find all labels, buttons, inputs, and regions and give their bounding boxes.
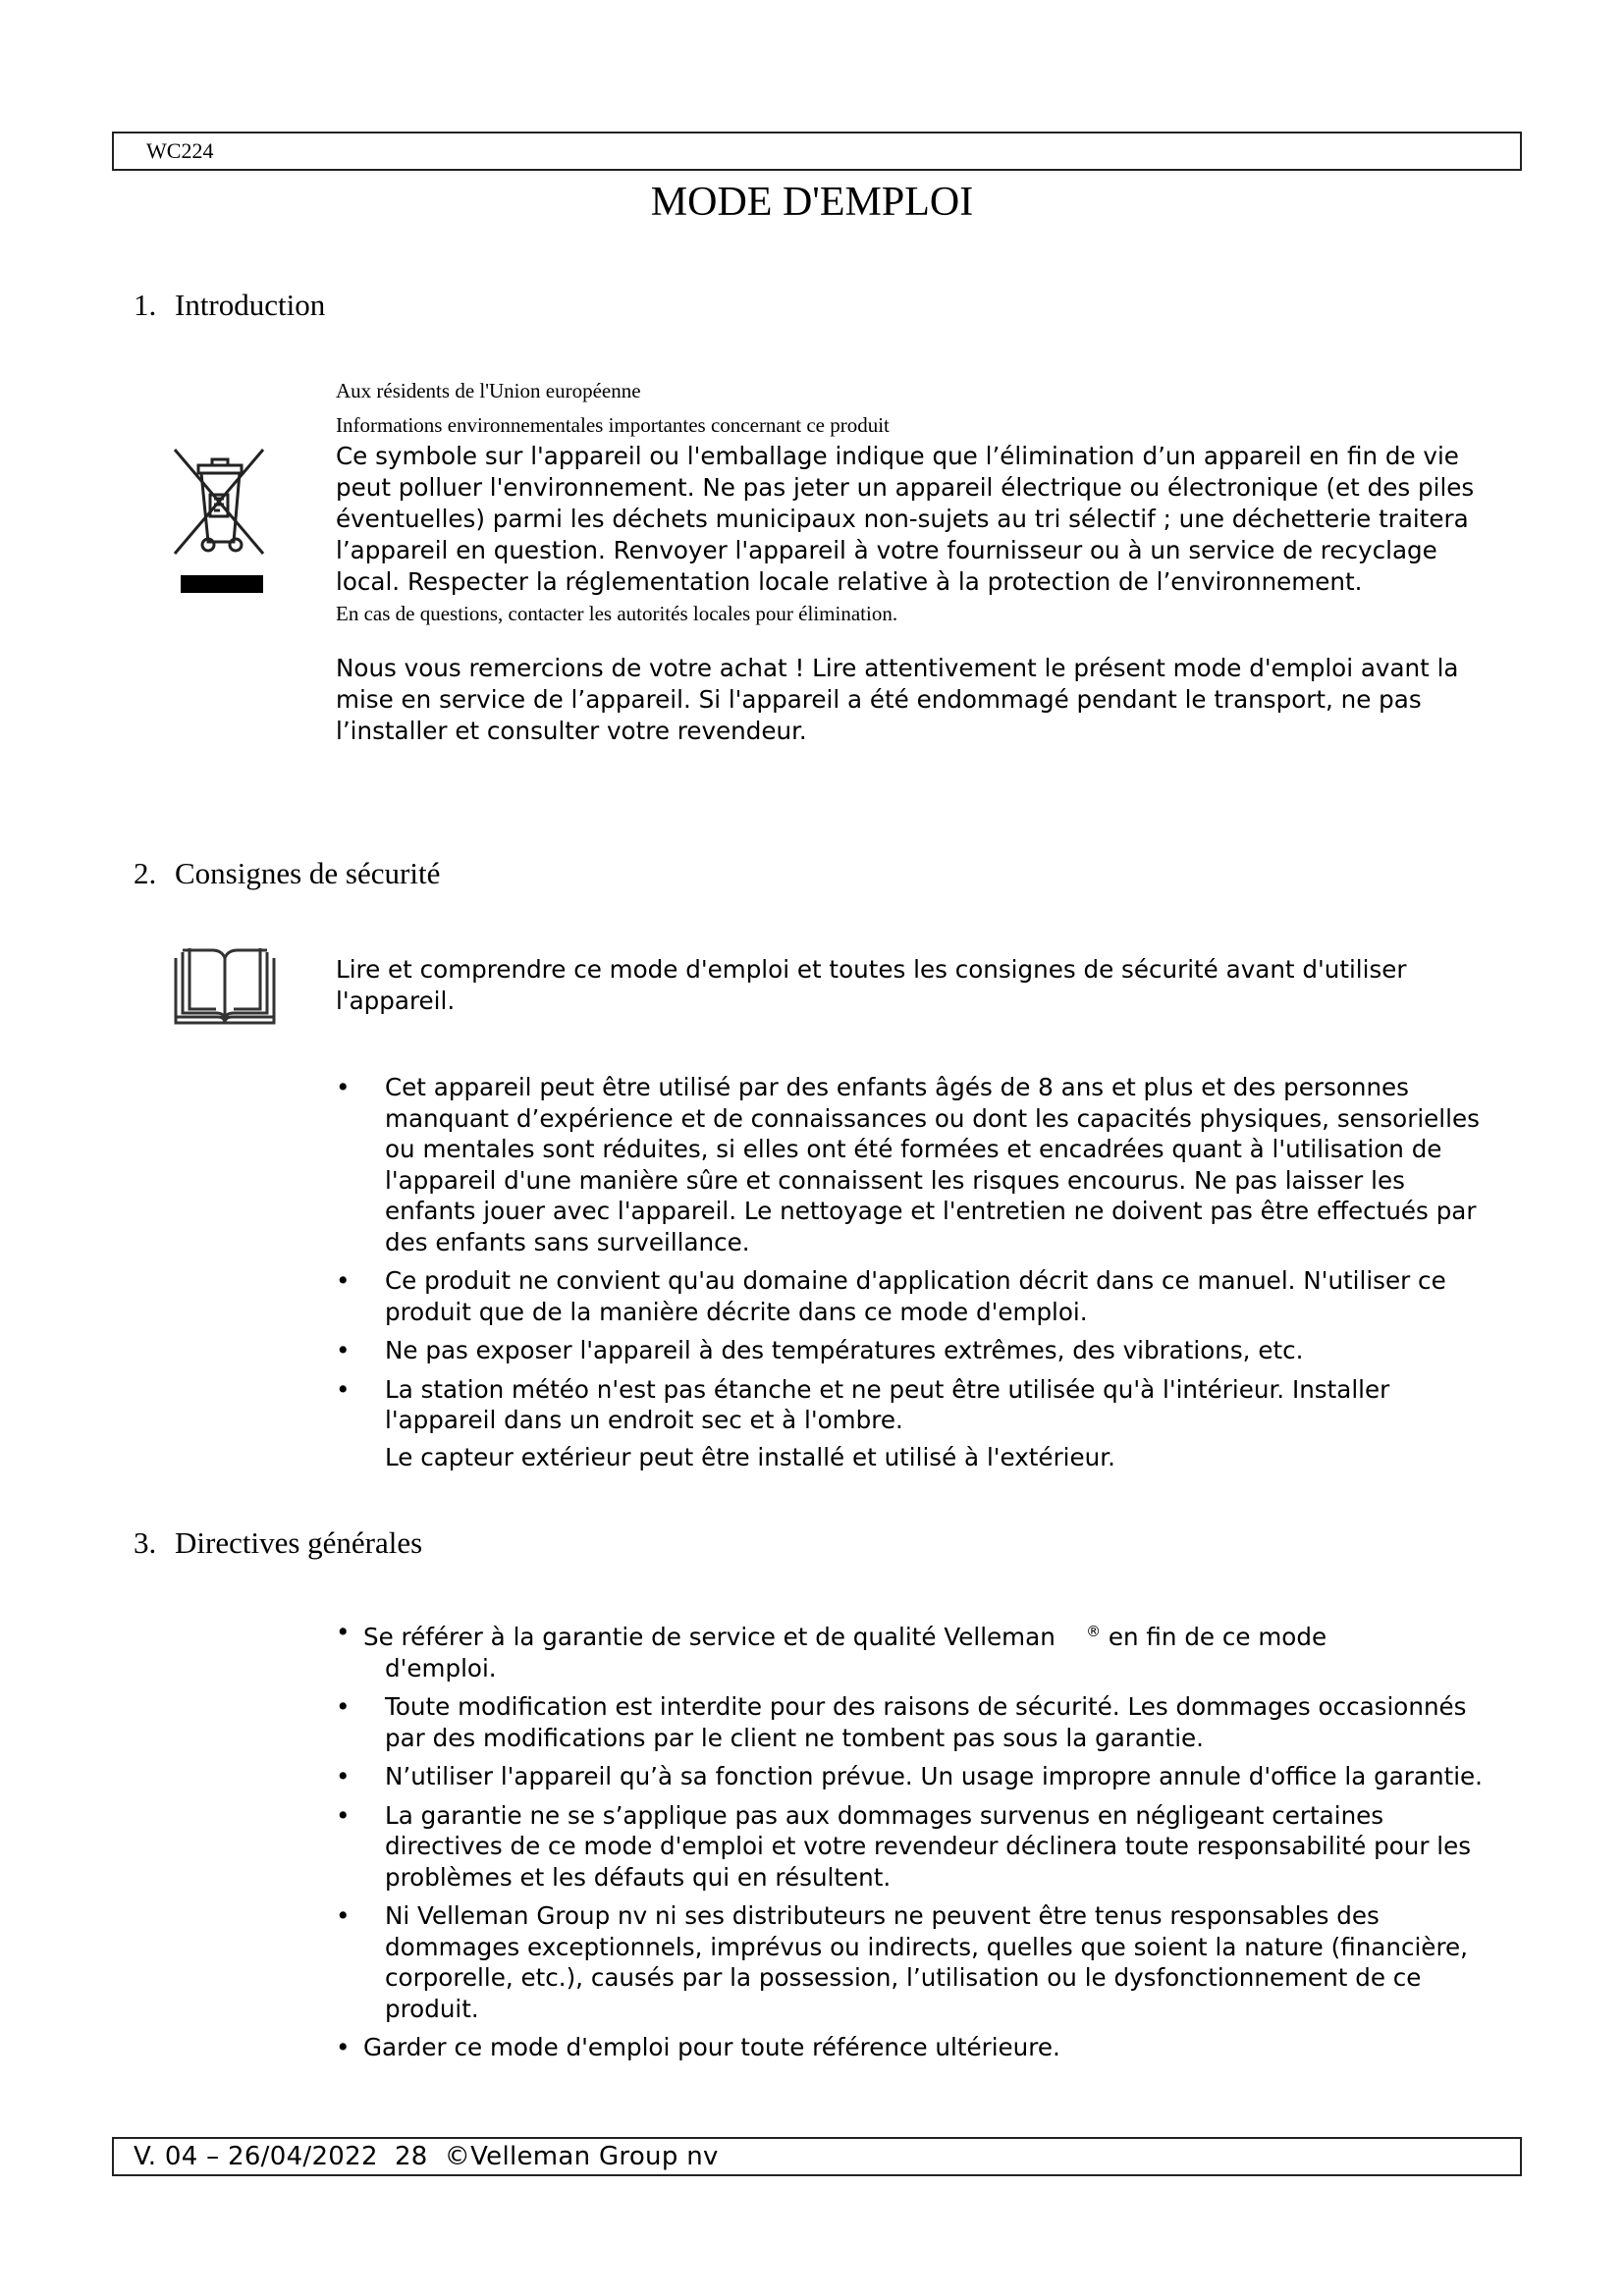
list-item	[336, 1900, 1485, 2024]
document-title: MODE D'EMPLOI	[650, 180, 974, 225]
list-item-text: Ne pas exposer l'appareil à des températures extrêmes, des vibrations, etc.	[385, 1336, 1304, 1364]
list-item	[336, 1617, 1485, 1683]
bullet: •	[336, 1692, 351, 1722]
open-book-icon	[173, 944, 277, 1027]
list-item-text: Ce produit ne convient qu'au domaine d'application décrit dans ce manuel. N'utiliser ce produit que de la manière décrite dans ce mode d'emploi.	[385, 1266, 1446, 1326]
section-heading-general	[134, 1525, 422, 1561]
bullet: •	[336, 1762, 351, 1791]
list-item	[336, 2032, 1485, 2063]
section-heading-introduction	[134, 288, 325, 323]
list-item-text: N’utiliser l'appareil qu’à sa fonction prévue. Un usage impropre annule d'office la garantie.	[385, 1762, 1483, 1791]
environment-info-text: Informations environnementales importantes concernant ce produit	[336, 413, 890, 437]
list-item	[336, 1691, 1485, 1753]
bullet: •	[336, 1073, 351, 1101]
weee-crossed-bin-icon	[165, 444, 275, 601]
list-item	[336, 1265, 1485, 1327]
section-title: Directives générales	[175, 1525, 423, 1560]
bullet: •	[336, 1374, 351, 1404]
section-number: 3.	[134, 1525, 157, 1560]
weee-symbol-paragraph: Ce symbole sur l'appareil ou l'emballage indique que l’élimination d’un appareil en fin de vie peut polluer l'environnement. Ne pas jeter un appareil électrique ou électronique (et des piles éventuelles) parmi les déchets municipaux non-sujets au tri sélectif ; une déchetterie traitera l’appareil en question. Renvoyer l'appareil à votre fournisseur ou à un service de recyclage local. Respecter la réglementation locale relative à la protection de l’environnement.	[336, 442, 1475, 596]
section-title: Consignes de sécurité	[175, 856, 441, 890]
list-item	[336, 1374, 1485, 1473]
section-number: 1.	[134, 288, 157, 322]
list-item	[336, 1800, 1485, 1894]
list-item-text: La station météo n'est pas étanche et ne peut être utilisée qu'à l'intérieur. Installer l'appareil dans un endroit sec et à l'ombre.	[385, 1374, 1390, 1434]
bullet: •	[336, 1618, 351, 1646]
bullet: •	[336, 2033, 351, 2062]
list-item	[336, 1761, 1485, 1792]
general-bullets	[336, 1617, 1485, 2071]
list-item	[336, 1072, 1485, 1257]
list-item-text: Cet appareil peut être utilisé par des enfants âgés de 8 ans et plus et des personnes manquant d’expérience et de connaissances ou dont les capacités physiques, sensorielles ou mentales sont réduites, si elles ont été formées et encadrées quant à l'utilisation de l'appareil d'une manière sûre et connaissent les risques encourus. Ne pas laisser les enfants jouer avec l'appareil. Le nettoyage et l'entretien ne doivent pas être effectués par des enfants sans surveillance.	[385, 1073, 1480, 1256]
section-heading-safety	[134, 856, 440, 891]
list-item-text: d'emploi.	[385, 1653, 497, 1682]
bullet: •	[336, 1336, 351, 1364]
list-item-text: en fin de ce mode	[1108, 1623, 1327, 1652]
bullet: •	[336, 1266, 351, 1295]
read-manual-text: Lire et comprendre ce mode d'emploi et toutes les consignes de sécurité avant d'utiliser l'appareil.	[336, 955, 1407, 1015]
header-box	[112, 132, 1522, 171]
section-title: Introduction	[175, 288, 326, 322]
thank-you-paragraph: Nous vous remercions de votre achat ! Lire attentivement le présent mode d'emploi avant la mise en service de l’appareil. Si l'appareil a été endommagé pendant le transport, ne pas l’installer et consulter votre revendeur.	[336, 654, 1459, 745]
footer-box	[112, 2137, 1522, 2176]
list-item-text: Toute modification est interdite pour des raisons de sécurité. Les dommages occasionnés par des modifications par le client ne tombent pas sous la garantie.	[385, 1692, 1467, 1752]
intro-block	[336, 375, 1485, 747]
footer-version-page-copyright: V. 04 – 26/04/2022 28 ©Velleman Group nv	[134, 2142, 719, 2171]
questions-text: En cas de questions, contacter les autorités locales pour élimination.	[336, 602, 898, 625]
section-number: 2.	[134, 856, 157, 890]
eu-residents-text: Aux résidents de l'Union européenne	[336, 379, 641, 402]
list-item-text: Se référer à la garantie de service et de qualité Velleman	[363, 1623, 1056, 1652]
bullet: •	[336, 1800, 351, 1830]
registered-mark: ®	[1086, 1623, 1102, 1640]
safety-bullets	[336, 1072, 1485, 1480]
outdoor-sensor-note: Le capteur extérieur peut être installé et utilisé à l'extérieur.	[385, 1442, 1115, 1471]
list-item-text: Ni Velleman Group nv ni ses distributeurs ne peuvent être tenus responsables des dommages exceptionnels, imprévus ou indirects, quelles que soient la nature (financière, corporelle, etc.), causés par la possession, l’utilisation ou le dysfonctionnement de ce produit.	[385, 1901, 1468, 2023]
bullet: •	[336, 1901, 351, 1931]
list-item-text: Garder ce mode d'emploi pour toute référence ultérieure.	[363, 2033, 1060, 2062]
list-item-text: La garantie ne se s’applique pas aux dommages survenus en négligeant certaines directives de ce mode d'emploi et votre revendeur déclinera toute responsabilité pour les problèmes et les défauts qui en résultent.	[385, 1800, 1472, 1892]
model-number: WC224	[146, 138, 214, 163]
list-item	[336, 1335, 1485, 1366]
